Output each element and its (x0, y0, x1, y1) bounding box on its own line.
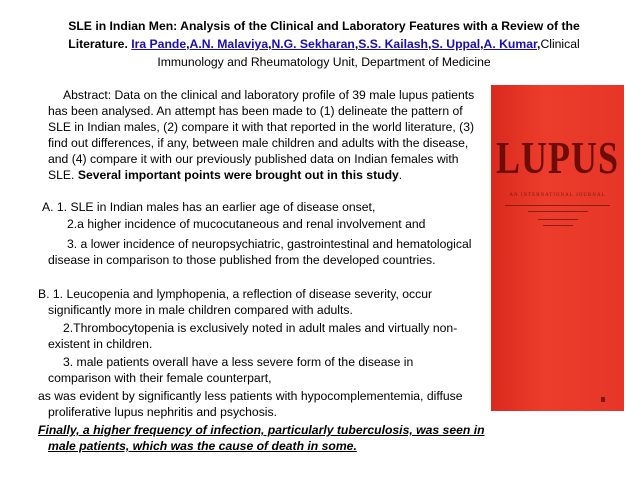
cover-mark (601, 397, 605, 402)
cover-rule (543, 225, 573, 226)
author-link[interactable]: S.S. Kailash (358, 37, 428, 51)
journal-logo: LUPUS (495, 133, 620, 183)
cover-rule (528, 211, 588, 212)
point-a1: A. 1. SLE in Indian males has an earlier age of disease onset, (42, 200, 376, 214)
abstract-text: Abstract: Data on the clinical and laboratory profile of 39 male lupus patients has been analysed. An attempt has been made to (1) delineate the pattern of SLE in Indian males, (2) compare it with that reported in the world literature, (3) find out differences, if any, between male children and adults with the disease, and (4) compare it with our previously published data on Indian females with SLE. (48, 88, 475, 182)
cover-rule (538, 219, 578, 220)
conclusion-paragraph: Finally, a higher frequency of infection, particularly tuberculosis, was seen in male patients, which was the cause of death in some. (38, 423, 485, 453)
author-link[interactable]: S. Uppal (431, 37, 481, 51)
affiliation-head: Clinical (540, 37, 580, 51)
author-link[interactable]: A.N. Malaviya (189, 37, 269, 51)
author-link[interactable]: A. Kumar (483, 37, 538, 51)
slide-title: SLE in Indian Men: Analysis of the Clinical and Laboratory Features with a Review of the Literature. Ira Pande,A.N. Malaviya,N.G. Sekharan,S.S. Kailash,S. Uppal,A. Kumar,Clinical Immunology and Rheumatology Unit, Department of Medicine (68, 19, 580, 69)
point-b3: 3. male patients overall have a less severe form of the disease in comparison with their female counterpart, (48, 355, 414, 385)
abstract-highlight: Several important points were brought out in this study (77, 168, 399, 182)
author-link[interactable]: Ira Pande (131, 37, 187, 51)
article-title: SLE in Indian Men: Analysis of the Clinical and Laboratory Features with a Review of the Literature. (68, 19, 580, 51)
point-b1: B. 1. Leucopenia and lymphopenia, a reflection of disease severity, occur significantly more in male children compared with adults. (38, 287, 433, 317)
point-a3: 3. a lower incidence of neuropsychiatric, gastrointestinal and hematological disease in comparison to those published from the developed countries. (48, 237, 472, 267)
evidence-paragraph: as was evident by significantly less patients with hypocomplementemia, diffuse proliferative lupus nephritis and psychosis. (38, 389, 463, 419)
abstract-paragraph (48, 87, 488, 183)
point-b2: 2.Thrombocytopenia is exclusively noted in adult males and virtually non-existent in children. (48, 321, 458, 351)
point-a2: 2.a higher incidence of mucocutaneous and renal involvement and (67, 217, 426, 231)
journal-subtitle: AN INTERNATIONAL JOURNAL (509, 193, 606, 198)
abstract-end: . (398, 168, 403, 182)
journal-cover-image (491, 85, 624, 411)
author-link[interactable]: N.G. Sekharan (271, 37, 355, 51)
cover-rule (505, 205, 610, 206)
affiliation: Immunology and Rheumatology Unit, Department of Medicine (157, 55, 491, 69)
